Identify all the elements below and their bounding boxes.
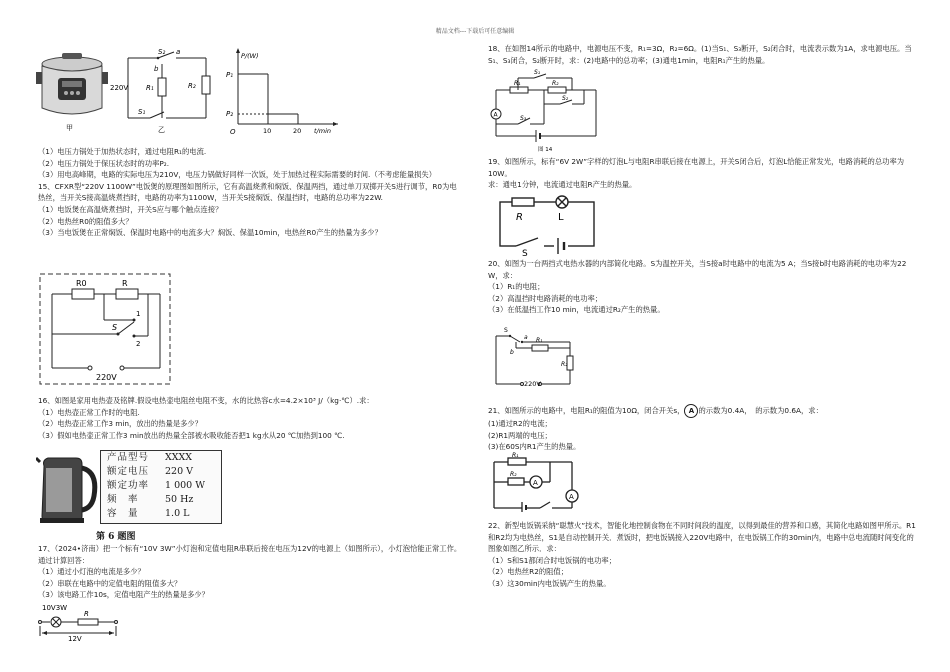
parallel-resistor-circuit [488, 452, 580, 514]
q21-intro: 21、如图所示的电路中，电阻R₁的阻值为10Ω，闭合开关s， A 的示数为0.4A， 的示数为0.6A，求： [488, 404, 920, 418]
svg-text:P/(W): P/(W) [241, 52, 259, 60]
svg-text:20: 20 [293, 127, 302, 135]
q16-block [38, 395, 463, 441]
spec-row: 额定功率 1 000 W [107, 480, 205, 491]
svg-text:220V: 220V [96, 373, 117, 382]
svg-text:R: R [84, 610, 89, 618]
svg-text:R₁: R₁ [514, 80, 521, 87]
q20-block [488, 258, 920, 316]
q15-part3: （3）当电饭煲在正常焖饭、保温时电路中的电流多大？焖饭、保温10min，电热丝R0产生的热量为多少？ [38, 228, 382, 238]
spec-row: 容 量 1.0 L [107, 508, 190, 519]
q15-intro: 15、CFXR型“220V 1100W”电饭煲的原理图如图所示，它有高温烧煮和焖饭、保温两挡，通过单刀双掷开关S进行调节，R0为电热丝，当开关S接高温烧煮挡时，电路的功率为1100W，当开关S接焖饭、保温挡时，电路的总功率为22W. [38, 181, 457, 203]
spec-row: 产品型号 XXXX [107, 452, 193, 463]
svg-text:A: A [569, 493, 574, 501]
q21-part1: (1)通过R2的电流； [488, 419, 552, 428]
svg-text:220V: 220V [110, 84, 129, 92]
power-time-graph [226, 44, 346, 136]
svg-text:S: S [112, 323, 118, 332]
q17-part2: （2）串联在电路中的定值电阻的阻值多大？ [38, 578, 182, 588]
svg-text:t/min: t/min [314, 127, 331, 135]
svg-text:a: a [176, 48, 181, 56]
q22-intro: 22、新型电饭锅采纳“聪慧火”技术，智能化地控制食物在不同时间段的温度，以得到最佳的营养和口感，其简化电路如图甲所示。R1和R2均为电热丝，S1是自动控制开关．煮饭时，把电饭锅接入220V电路中，在电饭锅工作的30min内，电路中总电流随时间变化的图象如图乙所示．求： [488, 521, 916, 554]
figure6-caption: 第 6 题图 [96, 532, 136, 542]
lamp-resistor-circuit [38, 602, 148, 642]
svg-text:图 14: 图 14 [538, 147, 553, 152]
svg-text:S: S [504, 327, 508, 334]
svg-text:R: R [122, 279, 128, 288]
q19-intro: 19、如图所示，标有“6V 2W”字样的灯泡L与电阻R串联后接在电源上，开关S闭合后，灯泡L恰能正常发光，电路消耗的总功率为10W。 [488, 157, 905, 178]
q17-part3: （3）该电路工作10s，定值电阻产生的热量是多少？ [38, 590, 209, 600]
svg-text:S: S [522, 249, 528, 256]
q17-intro: 17、（2024•济南）把一个标有“10V 3W”小灯泡和定值电阻R串联后接在电压为12V的电源上（如图所示），小灯泡恰能正常工作。通过计算回答： [38, 544, 462, 565]
q17-part1: （1）通过小灯泡的电流是多少？ [38, 567, 145, 577]
svg-text:P₂: P₂ [226, 110, 234, 118]
svg-text:10V3W: 10V3W [42, 604, 68, 612]
svg-text:R0: R0 [76, 279, 87, 288]
q18-intro: 18、在如图14所示的电路中，电源电压不变，R₁=3Ω，R₂=6Ω。(1)当S₁、S₃断开，S₂闭合时，电流表示数为1A，求电源电压。当S₁、S₃闭合，S₂断开时，求：(2)电路中的总功率；(3)通电1min，电阻R₁产生的热量。 [488, 44, 912, 65]
lamp-resistor-switch-circuit [496, 192, 602, 256]
svg-text:R₁: R₁ [146, 84, 154, 92]
kettle-nameplate [100, 450, 222, 524]
pressure-cooker-figure [36, 50, 108, 134]
spec-row: 频 率 50 Hz [107, 494, 194, 505]
svg-text:O: O [230, 128, 236, 136]
q15-part1: （1）电饭煲在高温烧煮挡时，开关S应与哪个触点连接？ [38, 204, 223, 214]
svg-text:S₁: S₁ [138, 108, 146, 116]
q16-part1: （1）电热壶正常工作时的电阻. [38, 407, 140, 417]
svg-text:S₂: S₂ [562, 95, 569, 102]
rice-cooker-circuit-diagram [38, 272, 174, 390]
q19-ask: 求：通电1分钟，电流通过电阻R产生的热量。 [488, 180, 637, 190]
svg-text:P₁: P₁ [226, 71, 234, 79]
svg-text:R₁: R₁ [512, 452, 519, 459]
q16-intro: 16、如图是家用电热壶及铭牌.假设电热壶电阻丝电阻不变，水的比热容c水=4.2×10³ J/（kg·℃）.求： [38, 396, 374, 405]
svg-text:b: b [154, 65, 159, 73]
electric-kettle-figure [36, 452, 100, 524]
svg-text:L: L [558, 212, 564, 223]
figure14-circuit [488, 68, 608, 152]
q14-part2: （2）电压力锅处于保压状态时的功率P₂. [38, 158, 170, 168]
svg-text:2: 2 [136, 340, 141, 348]
q21-part3: (3)在60S内R1产生的热量。 [488, 442, 581, 452]
water-heater-circuit [490, 322, 586, 388]
q22-part1: （1）S和S1都闭合时电饭锅的电功率； [488, 555, 617, 565]
page-header: 精品文档---下载后可任意编辑 [435, 28, 515, 35]
q22-part2: （2）电热丝R2的阻值； [488, 567, 569, 577]
svg-text:A: A [493, 111, 498, 119]
svg-text:12V: 12V [68, 635, 82, 642]
q16-part2: （2）电热壶正常工作3 min，放出的热量是多少？ [38, 419, 203, 429]
q22-block [488, 520, 920, 590]
q20-intro: 20、如图为一台两挡式电热水器的内部简化电路。S为温控开关，当S接a时电路中的电流为5 A；当S接b时电路消耗的电功率为22 W，求： [488, 259, 907, 280]
cooker-circuit-diagram [110, 44, 220, 134]
svg-text:R: R [516, 212, 523, 223]
q21-part2: (2)R1两端的电压； [488, 430, 552, 440]
svg-text:S₁: S₁ [534, 69, 541, 76]
q20-part3: （3）在低温挡工作10 min，电流通过R₂产生的热量。 [488, 305, 665, 315]
svg-text:R₂: R₂ [561, 361, 568, 368]
q17-block [38, 543, 463, 601]
q14-part1: （1）电压力锅处于加热状态时，通过电阻R₁的电流. [38, 147, 207, 156]
svg-text:S₂: S₂ [158, 48, 166, 56]
label-jia: 甲 [66, 124, 73, 132]
q20-part1: （1）R₁的电阻； [488, 282, 545, 292]
spec-row: 额定电压 220 V [107, 466, 194, 477]
ammeter-a-icon: A [684, 404, 698, 418]
svg-text:R₁: R₁ [536, 337, 543, 344]
q22-part3: （3）这30min内电饭锅产生的热量。 [488, 578, 611, 588]
q16-part3: （3）假如电热壶正常工作3 min放出的热量全部被水吸收能否把1 kg水从20 ℃加热到100 ℃. [38, 430, 345, 440]
q20-part2: （2）高温挡时电路消耗的电功率； [488, 293, 603, 303]
svg-text:R₂: R₂ [510, 471, 517, 478]
q19-block [488, 156, 920, 191]
svg-text:S₃: S₃ [520, 115, 527, 122]
svg-text:R₂: R₂ [188, 82, 196, 90]
svg-text:10: 10 [263, 127, 272, 135]
q14-part3: （3）用电高峰期，电路的实际电压为210V，电压力锅做好同样一次饭，处于加热过程实际需要的时间.（不考虑能量损失） [38, 170, 437, 180]
q14-subquestions [38, 146, 463, 239]
svg-text:1: 1 [136, 310, 141, 318]
q18-block [488, 43, 920, 66]
svg-text:220V: 220V [524, 380, 541, 388]
q15-part2: （2）电热丝R0的阻值多大？ [38, 216, 133, 226]
svg-text:R₂: R₂ [552, 80, 559, 87]
svg-text:a: a [524, 334, 528, 341]
svg-text:b: b [510, 349, 514, 356]
q21-block [488, 404, 920, 453]
svg-text:A: A [533, 479, 538, 487]
label-yi: 乙 [158, 126, 165, 134]
